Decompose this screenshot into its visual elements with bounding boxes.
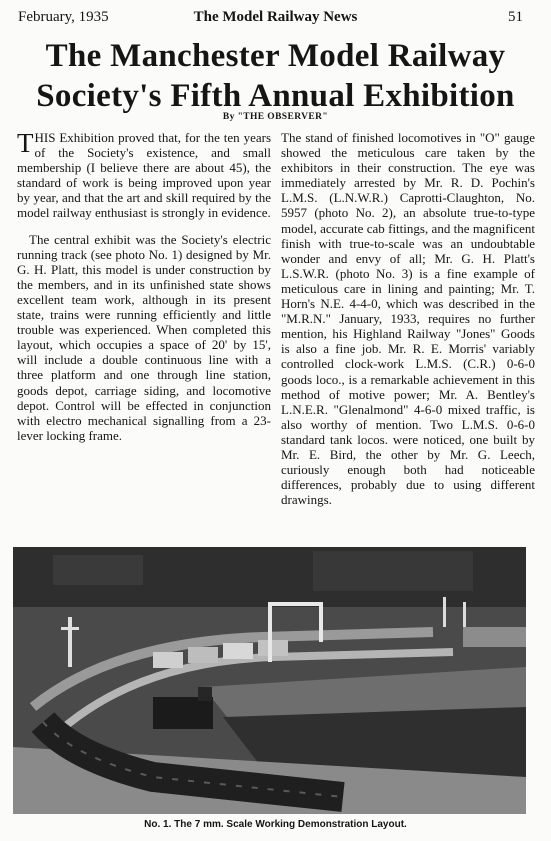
- layout-photograph: [13, 547, 526, 814]
- title-line-2: Society's Fifth Annual Exhibition: [36, 78, 515, 114]
- magazine-name: The Model Railway News: [193, 9, 358, 25]
- column-right: [281, 130, 535, 518]
- paragraph-3: The stand of finished locomotives in "O" gauge showed the meticulous care taken by the exhibitors in their construction. The eye was immediately arrested by Mr. R. D. Pochin's L.M.S. (L.N.W.R.) Caprotti-Claughton, No. 5957 (photo No. 2), an absolute true-to-type model, accurate cab fittings, and the magnificent finish with true-to-scale was an undoubtable wonder and envy of all; Mr. G. H. Platt's L.S.W.R. (photo No. 3) is a fine example of meticulous care in lining and painting; Mr. T. Horn's N.E. 4-4-0, which was described in the "M.R.N." January, 1933, requires no further mention, his Highland Railway "Jones" Goods is also a fine job. Mr. R. E. Morris' variably controlled clock-work L.M.S. (C.R.) 0-6-0 goods loco., is a remarkable achievement in this method of motive power; Mr. A. Bentley's L.N.E.R. "Glenalmond" 4-6-0 mixed traffic, is also worthy of mention. Two L.M.S. 0-6-0 standard tank locos. were noticed, one built by Mr. E. Bird, the other by Mr. G. Leech, curiously enough both had noticeable differences, probably due to using different drawings.: [281, 130, 535, 508]
- model-railway-photo: [13, 547, 526, 814]
- article-title: [10, 36, 541, 116]
- page-number: 51: [508, 9, 523, 25]
- paragraph-2: The central exhibit was the Society's electric running track (see photo No. 1) designed by Mr. G. H. Platt, this model is under construction by the members, and in its unfinished state shows excellent team work, although in its present state, trains were running efficiently and little trouble was experienced. When completed this layout, which occupies a space of 20' by 15', will include a double continuous line with a three platform and one through line station, goods depot, carriage siding, and locomotive depot. Control will be effected in conjunction with electro mechanical signalling from a 23-lever locking frame.: [17, 231, 271, 443]
- paragraph-1-text: HIS Exhibition proved that, for the ten years of the Society's existence, and small membership (I believe there are about 45), the standard of work is being improved upon year by year, and that the art and skill required by the model railway enthusiast is strongly in evidence.: [17, 130, 271, 221]
- drop-cap: T: [17, 128, 34, 158]
- paragraph-1: [17, 130, 271, 221]
- running-header: [18, 6, 533, 28]
- title-line-1: The Manchester Model Railway: [45, 38, 506, 74]
- issue-date: February, 1935: [18, 9, 109, 25]
- column-left: [17, 130, 271, 454]
- byline: By "THE OBSERVER": [222, 112, 329, 122]
- photo-caption: No. 1. The 7 mm. Scale Working Demonstration Layout.: [144, 819, 407, 830]
